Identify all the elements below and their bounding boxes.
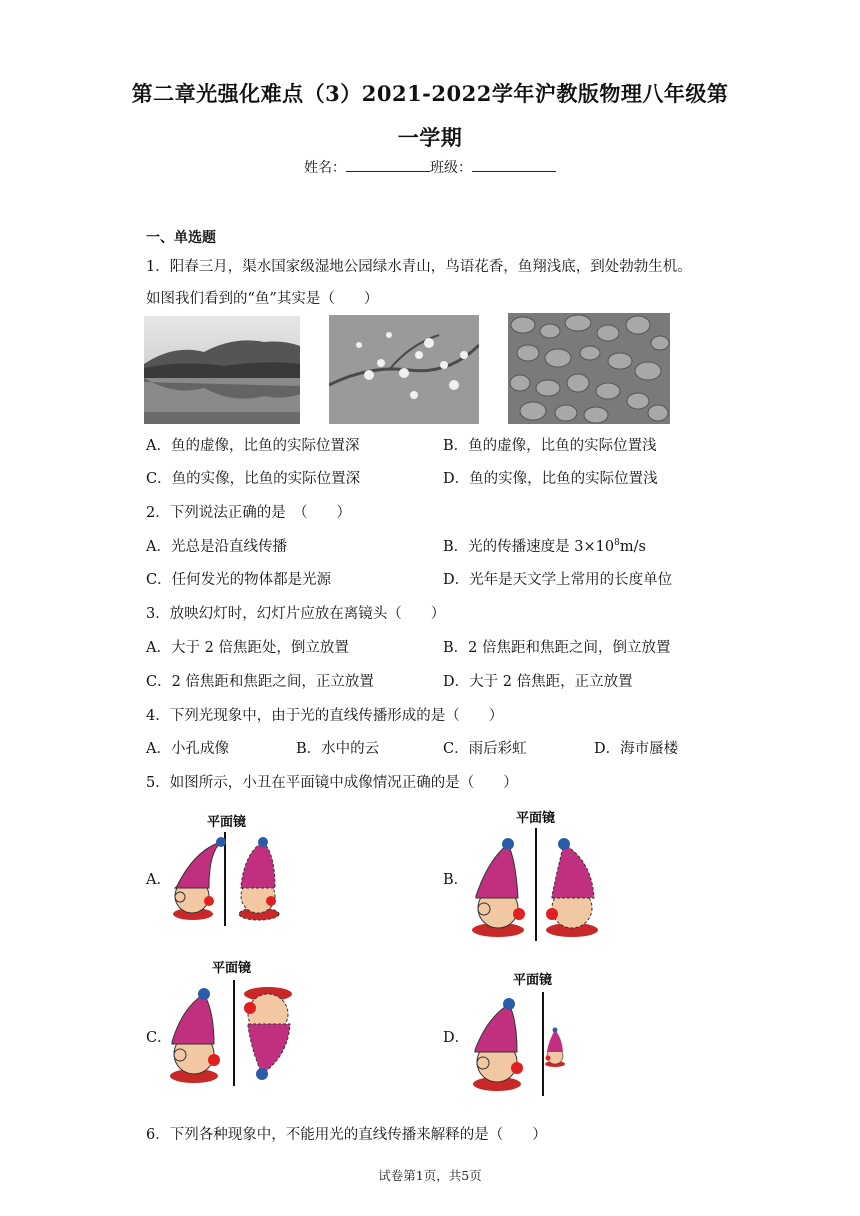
- q2-option-a[interactable]: A．光总是沿直线传播: [146, 539, 287, 555]
- q1-option-a[interactable]: A．鱼的虚像，比鱼的实际位置深: [146, 438, 360, 454]
- name-field[interactable]: [346, 158, 430, 172]
- q1-option-c[interactable]: C．鱼的实像，比鱼的实际位置深: [146, 471, 361, 487]
- section-title: 一、单选题: [146, 230, 216, 246]
- q2-option-b[interactable]: [443, 535, 646, 556]
- q5-figure-a: [165, 808, 290, 926]
- q1-stem-line2: 如图我们看到的“鱼”其实是（ ）: [146, 291, 379, 307]
- page-footer: 试卷第1页，共5页: [378, 1168, 482, 1183]
- class-field[interactable]: [472, 158, 556, 172]
- q4-option-c[interactable]: C．雨后彩虹: [443, 741, 527, 757]
- q2-stem: 2．下列说法正确的是 （ ）: [146, 505, 351, 521]
- q1-option-b[interactable]: B．鱼的虚像，比鱼的实际位置浅: [443, 438, 657, 454]
- blossom-photo: [329, 315, 479, 424]
- q2-option-b-exponent: 8: [614, 538, 620, 549]
- q2-option-c[interactable]: C．任何发光的物体都是光源: [146, 572, 332, 588]
- q3-stem: 3．放映幻灯时，幻灯片应放在离镜头（ ）: [146, 606, 446, 622]
- q3-option-c[interactable]: C．2 倍焦距和焦距之间，正立放置: [146, 674, 374, 690]
- student-info: [0, 157, 860, 177]
- q5-stem: 5．如图所示，小丑在平面镜中成像情况正确的是（ ）: [146, 775, 518, 791]
- q5-figure-b: [468, 806, 603, 946]
- q1-option-d[interactable]: D．鱼的实像，比鱼的实际位置浅: [443, 471, 658, 487]
- mirror-label: 平面镜: [513, 973, 553, 988]
- pebbles-photo: [508, 313, 670, 424]
- q4-stem: 4．下列光现象中，由于光的直线传播形成的是（ ）: [146, 708, 504, 724]
- q2-option-d[interactable]: D．光年是天文学上常用的长度单位: [443, 572, 673, 588]
- q4-option-b[interactable]: B．水中的云: [296, 741, 380, 757]
- q5-option-b[interactable]: B．: [443, 872, 469, 888]
- q5-figure-d: [467, 968, 577, 1096]
- q6-stem: 6．下列各种现象中，不能用光的直线传播来解释的是（ ）: [146, 1127, 547, 1143]
- q4-option-a[interactable]: A．小孔成像: [146, 741, 229, 757]
- q3-option-d[interactable]: D．大于 2 倍焦距，正立放置: [443, 674, 633, 690]
- page-title-line1: 第二章光强化难点（3）2021-2022学年沪教版物理八年级第: [131, 81, 729, 106]
- class-label: 班级：: [430, 160, 472, 176]
- q5-option-d[interactable]: D．: [443, 1030, 470, 1046]
- q2-option-b-prefix: B．光的传播速度是 3×10: [443, 539, 615, 555]
- q5-figure-c: [162, 956, 307, 1086]
- lake-photo: [144, 316, 300, 424]
- page-title-line2: 一学期: [397, 125, 463, 150]
- mirror-label: 平面镜: [516, 811, 556, 826]
- q5-option-a[interactable]: A．: [146, 872, 171, 888]
- name-label: 姓名：: [304, 160, 346, 176]
- mirror-label: 平面镜: [212, 961, 252, 976]
- mirror-label: 平面镜: [207, 815, 247, 830]
- q1-stem-line1: 1．阳春三月，渠水国家级湿地公园绿水青山，鸟语花香，鱼翔浅底，到处勃勃生机。: [146, 259, 692, 275]
- q4-option-d[interactable]: D．海市蜃楼: [594, 741, 679, 757]
- q5-option-c[interactable]: C．: [146, 1030, 172, 1046]
- q3-option-b[interactable]: B．2 倍焦距和焦距之间，倒立放置: [443, 640, 671, 656]
- q3-option-a[interactable]: A．大于 2 倍焦距处，倒立放置: [146, 640, 349, 656]
- q2-option-b-unit: m/s: [619, 539, 646, 555]
